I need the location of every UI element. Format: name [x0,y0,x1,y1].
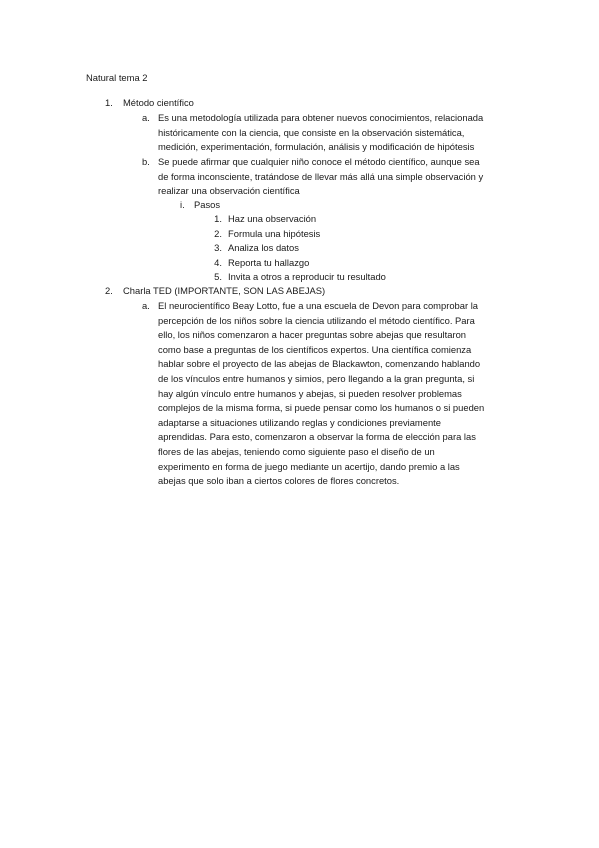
step-number: 2. [214,227,222,239]
paragraph-line: flores de las abejas, teniendo como siguiente paso el diseño de un [158,446,435,457]
pasos-label: Pasos [194,199,221,210]
paragraph-line: de forma inconsciente, tratándose de llevar más allá una simple observación y [158,170,484,182]
paragraph-line: adaptarse a situaciones utilizando reglas y condiciones previamente [158,416,441,428]
document-title: Natural tema 2 [86,72,148,83]
paragraph-line: como base a preguntas de los científicos expertos. Una científica comienza [158,343,472,355]
step-number: 1. [214,213,222,224]
step-text: Formula una hipótesis [228,227,321,239]
section-2-marker: 2. [105,285,113,296]
section-1-item-b-marker: b. [142,156,150,167]
paragraph-line: complejos de la misma forma, si puede pensar como los humanos o si pueden [158,402,485,414]
paragraph-line: Es una metodología utilizada para obtener nuevos conocimientos, relacionada [158,112,484,123]
paragraph-line: aprendidas. Para esto, comenzaron a observar la forma de elección para las [158,431,476,443]
list-item [210,256,470,271]
list-item [210,241,470,256]
step-number: 5. [214,271,222,283]
paragraph-line: experimento en forma de juego mediante un acertijo, dando premio a las [158,460,460,472]
paragraph-line: de los vínculos entre humanos y simios, pero llegando a la gran pregunta, si [158,373,475,384]
paragraph-line: percepción de los niños sobre la ciencia utilizando el método científico. Para [158,314,475,326]
paragraph-line: históricamente con la ciencia, que consiste en la observación sistemática, [158,126,465,138]
section-2-heading: Charla TED (IMPORTANTE, SON LAS ABEJAS) [123,285,326,296]
paragraph-line: hablar sobre el proyecto de las abejas de Blackawton, comenzando hablando [158,358,481,370]
section-1-heading: Método científico [123,97,194,108]
paragraph-line: realizar una observación científica [158,185,300,197]
paragraph-line: medición, experimentación, formulación, análisis y modificación de hipótesis [158,141,475,153]
paragraph-line: hay algún vínculo entre humanos y abejas, si pueden resolver problemas [158,387,462,399]
step-number: 4. [214,256,222,268]
section-1-item-a-marker: a. [142,112,150,123]
pasos-marker: i. [180,199,185,210]
paragraph-line: ello, los niños comenzaron a hacer preguntas sobre abejas que resultaron [158,329,467,341]
section-2-item-a-marker: a. [142,300,150,311]
section-1-marker: 1. [105,97,113,108]
steps-list [210,212,470,285]
step-text: Invita a otros a reproducir tu resultado [228,271,386,283]
step-text: Reporta tu hallazgo [228,256,310,268]
paragraph-line: El neurocientífico Beay Lotto, fue a una escuela de Devon para comprobar la [158,300,478,311]
list-item [210,270,470,285]
step-text: Haz una observación [228,213,317,224]
list-item [210,227,470,242]
paragraph-line: Se puede afirmar que cualquier niño conoce el método científico, aunque sea [158,156,480,167]
paragraph-line: abejas que solo iban a ciertos colores de flores concretos. [158,475,400,487]
list-item [210,212,470,227]
step-text: Analiza los datos [228,242,299,254]
step-number: 3. [214,242,222,254]
